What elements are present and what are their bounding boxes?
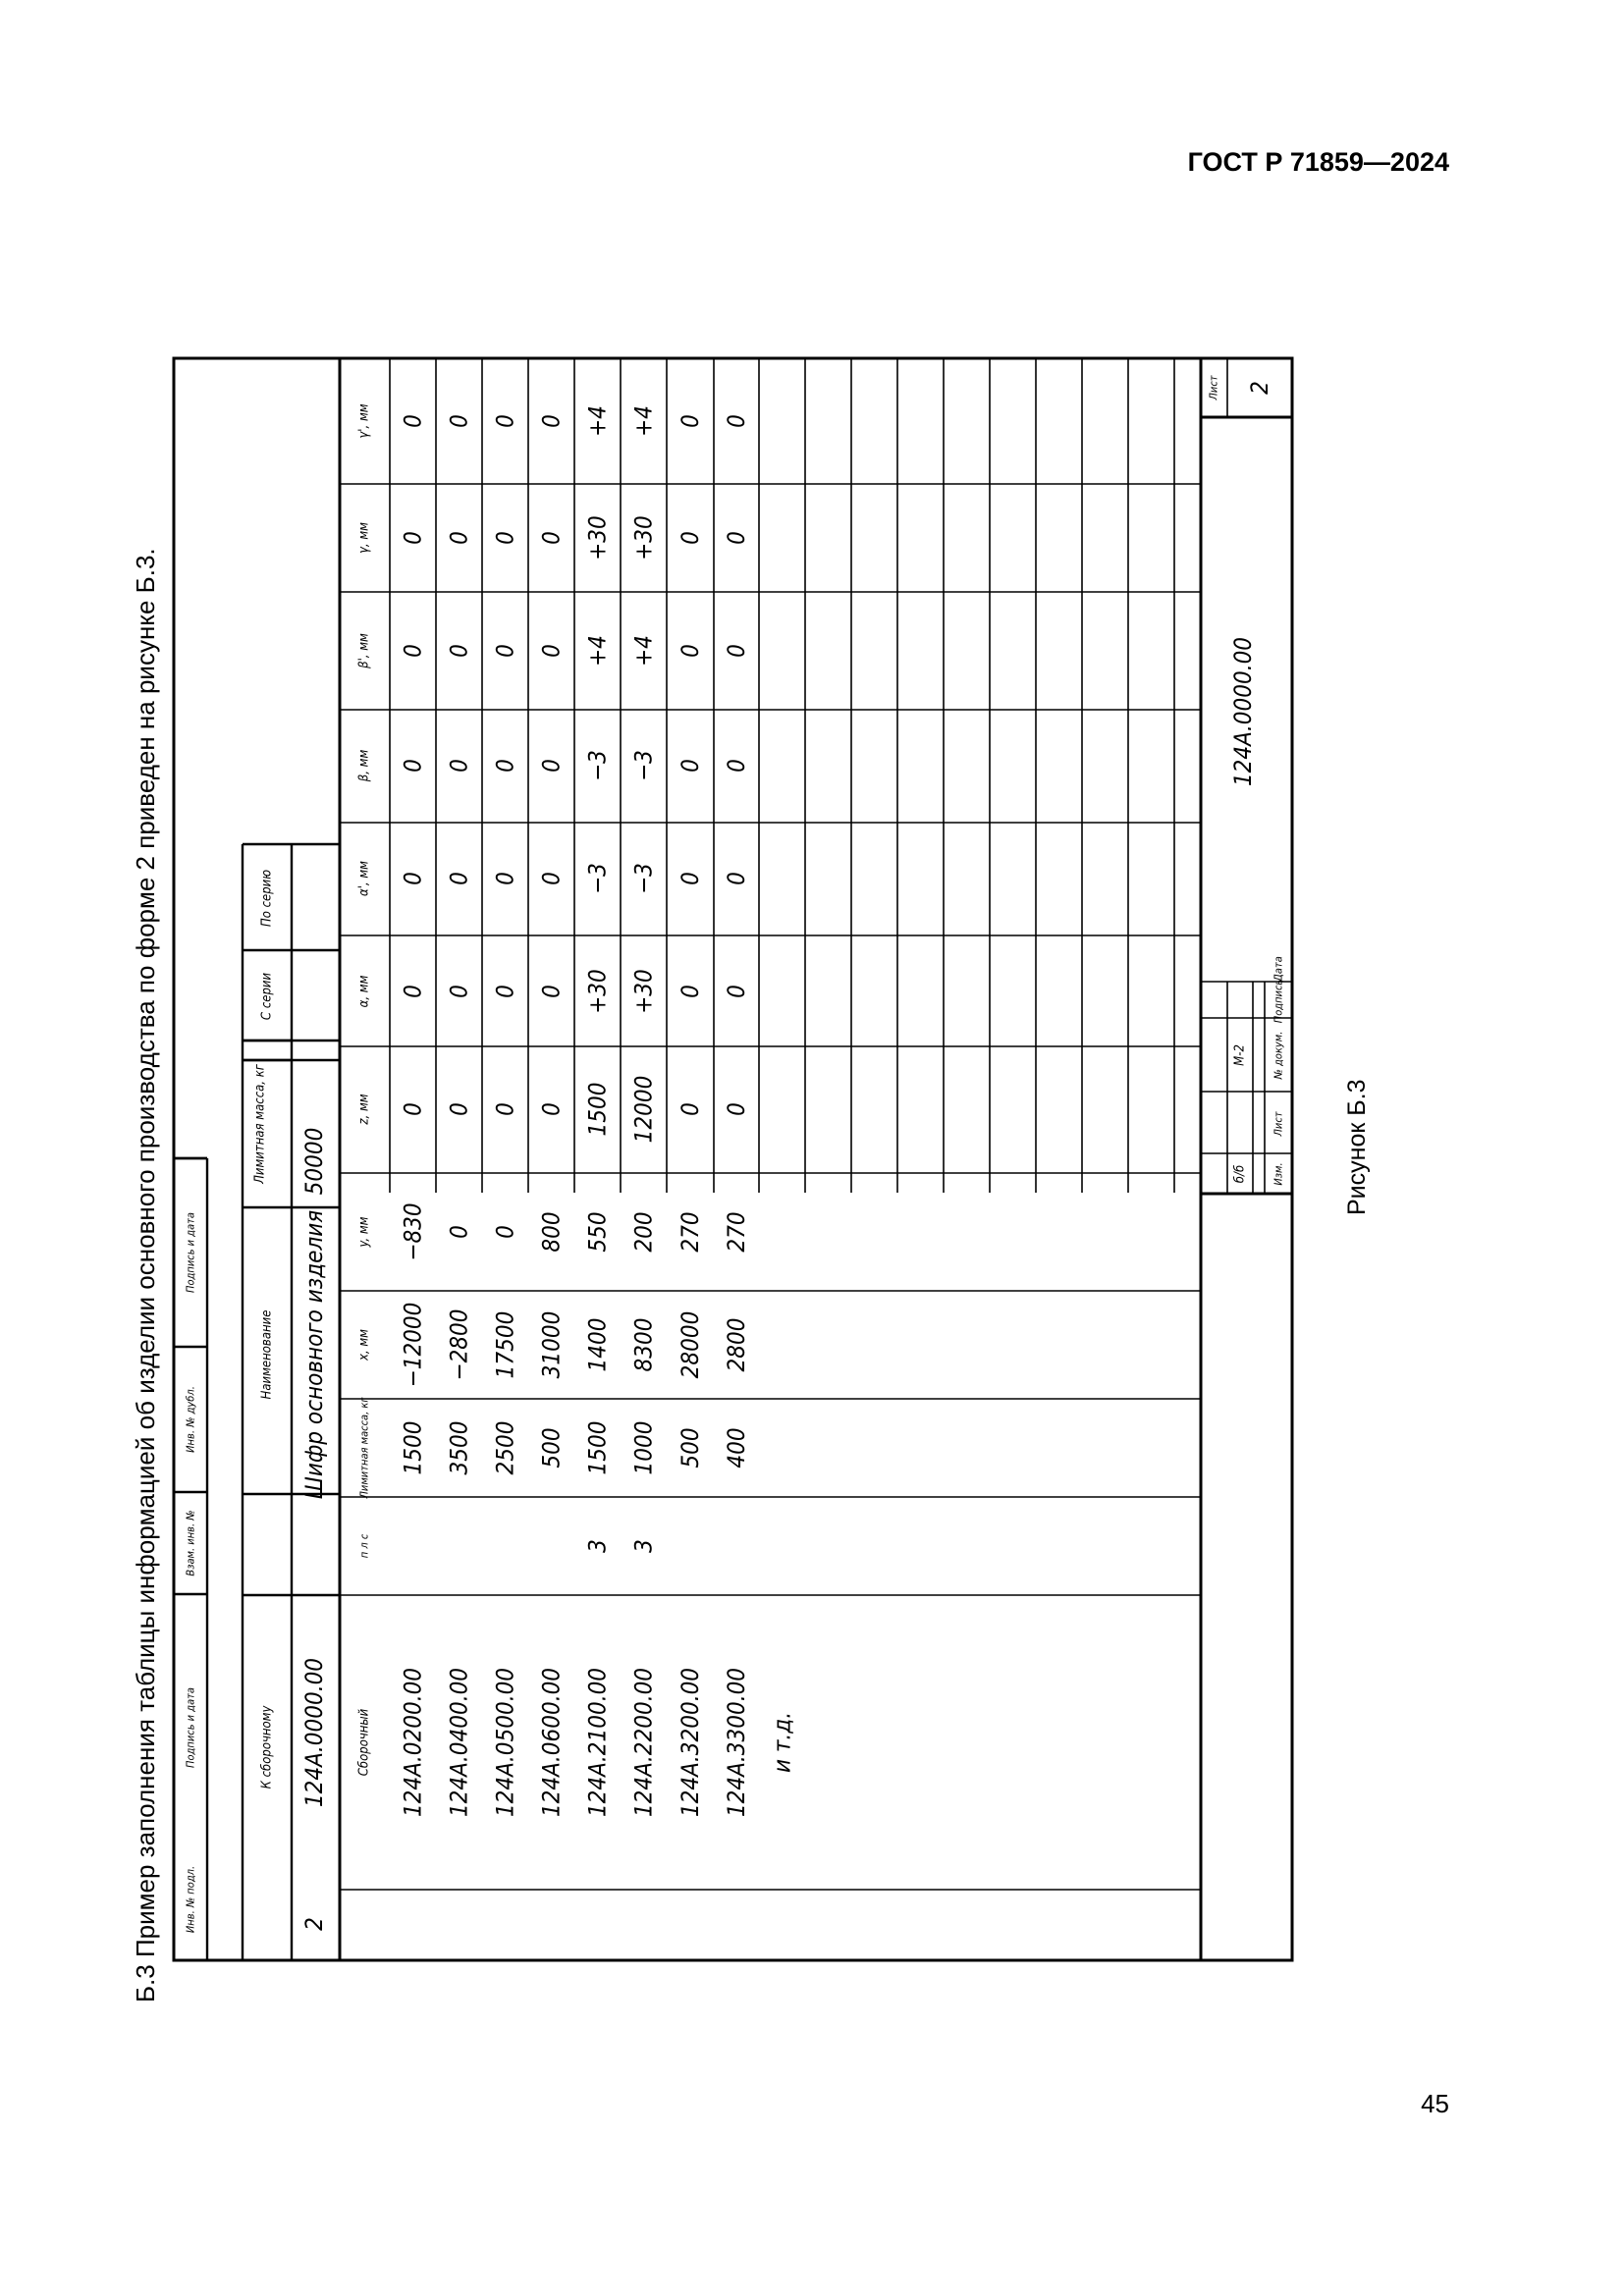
naimenovanie-value: Шифр основного изделия bbox=[300, 1209, 328, 1500]
cell-code: 124А.0200.00 bbox=[399, 1667, 427, 1818]
cell-z: 0 bbox=[677, 1102, 704, 1116]
tb-list-label: Лист bbox=[1207, 375, 1220, 400]
cell-b: 0 bbox=[491, 759, 519, 773]
stamp-inv-orig: Инв. № подл. bbox=[184, 1865, 197, 1934]
cell-z: 12000 bbox=[629, 1075, 658, 1144]
cell-x: 1400 bbox=[583, 1317, 612, 1372]
cell-a1: 0 bbox=[491, 872, 519, 885]
cell-a: 0 bbox=[537, 985, 566, 998]
col-limit-mass: Лимитная масса, кг bbox=[357, 1397, 371, 1499]
col-gamma: γ, мм bbox=[356, 522, 372, 554]
cell-a1: 0 bbox=[723, 872, 750, 885]
page-number: 45 bbox=[1421, 2089, 1449, 2118]
cell-g1: 0 bbox=[399, 414, 427, 428]
cell-g1: +4 bbox=[583, 405, 612, 437]
stamp-sign-date-2: Подпись и дата bbox=[184, 1212, 197, 1293]
cell-mass: 1000 bbox=[629, 1420, 658, 1475]
k-sbor-label: К сборочному bbox=[259, 1705, 275, 1789]
cell-b1: +4 bbox=[583, 635, 612, 667]
cell-g: 0 bbox=[723, 531, 750, 545]
col-beta: β, мм bbox=[356, 749, 372, 782]
col-gamma-prime: γ', мм bbox=[356, 403, 372, 439]
cell-mass: 1500 bbox=[583, 1420, 612, 1475]
s-serii-label: С серии bbox=[259, 972, 275, 1021]
cell-y: −830 bbox=[399, 1202, 427, 1261]
tb-podpis: Подпись bbox=[1272, 979, 1285, 1024]
cell-mass: 500 bbox=[677, 1427, 704, 1468]
po-serii-label: По серию bbox=[259, 869, 275, 928]
col-alpha-prime: α', мм bbox=[356, 861, 372, 896]
col-x: x, мм bbox=[356, 1329, 372, 1361]
cell-y: 200 bbox=[629, 1211, 658, 1253]
cell-g: +30 bbox=[583, 515, 612, 561]
cell-a1: 0 bbox=[677, 872, 704, 885]
cell-code: 124А.0600.00 bbox=[537, 1667, 566, 1818]
cell-x: −2800 bbox=[445, 1308, 473, 1381]
cell-a: +30 bbox=[629, 969, 658, 1014]
stamp-vzam-inv: Взам. инв. № bbox=[184, 1510, 197, 1576]
cell-mass: 2500 bbox=[491, 1420, 519, 1475]
tb-ndokum: № докум. bbox=[1272, 1031, 1285, 1080]
tb-izm: Изм. bbox=[1272, 1162, 1285, 1186]
tb-doc-code: 124А.0000.00 bbox=[1229, 636, 1257, 787]
cell-x: 17500 bbox=[491, 1310, 519, 1379]
cell-g: 0 bbox=[677, 531, 704, 545]
tb-data: Дата bbox=[1272, 956, 1285, 982]
cell-b: 0 bbox=[677, 759, 704, 773]
cell-code: 124А.3200.00 bbox=[677, 1667, 704, 1818]
cell-mass: 3500 bbox=[445, 1420, 473, 1475]
cell-code: 124А.0500.00 bbox=[491, 1667, 519, 1818]
cell-y: 270 bbox=[677, 1211, 704, 1253]
cell-z: 0 bbox=[491, 1102, 519, 1116]
cell-b1: 0 bbox=[537, 644, 566, 658]
cell-a: 0 bbox=[723, 985, 750, 998]
cell-pls: 3 bbox=[629, 1539, 658, 1553]
naimenovanie-label: Наименование bbox=[259, 1309, 275, 1400]
cell-g1: +4 bbox=[629, 405, 658, 437]
cell-b: 0 bbox=[537, 759, 566, 773]
cell-b1: 0 bbox=[677, 644, 704, 658]
document-designation: ГОСТ Р 71859—2024 bbox=[1187, 147, 1449, 177]
cell-b1: 0 bbox=[491, 644, 519, 658]
cell-g1: 0 bbox=[723, 414, 750, 428]
cell-b1: +4 bbox=[629, 635, 658, 667]
cell-x: 31000 bbox=[537, 1310, 566, 1379]
tb-m2: М-2 bbox=[1232, 1044, 1248, 1066]
cell-z: 0 bbox=[723, 1102, 750, 1116]
cell-a: 0 bbox=[677, 985, 704, 998]
cell-g: 0 bbox=[537, 531, 566, 545]
cell-mass: 1500 bbox=[399, 1420, 427, 1475]
tb-list-value: 2 bbox=[1246, 381, 1273, 395]
cell-g: 0 bbox=[445, 531, 473, 545]
cell-a: 0 bbox=[445, 985, 473, 998]
cell-y: 270 bbox=[723, 1211, 750, 1253]
col-sborochny: Сборочный bbox=[356, 1708, 372, 1777]
cell-g: 0 bbox=[399, 531, 427, 545]
cell-g1: 0 bbox=[445, 414, 473, 428]
cell-code: 124А.2100.00 bbox=[583, 1667, 612, 1818]
cell-code: и т.д. bbox=[768, 1711, 796, 1774]
cell-b: 0 bbox=[723, 759, 750, 773]
cell-g: 0 bbox=[491, 531, 519, 545]
cell-y: 800 bbox=[537, 1211, 566, 1253]
cell-x: −12000 bbox=[399, 1302, 427, 1388]
stamp-inv-dubl: Инв. № дубл. bbox=[184, 1386, 197, 1453]
cell-b1: 0 bbox=[399, 644, 427, 658]
cell-x: 28000 bbox=[677, 1310, 704, 1379]
figure-caption: Рисунок Б.3 bbox=[1343, 1079, 1371, 1215]
cell-z: 0 bbox=[399, 1102, 427, 1116]
limit-mass-label: Лимитная масса, кг bbox=[252, 1064, 268, 1184]
cell-a1: 0 bbox=[445, 872, 473, 885]
col-beta-prime: β', мм bbox=[356, 633, 372, 668]
cell-g: +30 bbox=[629, 515, 658, 561]
cell-x: 8300 bbox=[629, 1317, 658, 1372]
cell-z: 0 bbox=[445, 1102, 473, 1116]
cell-b1: 0 bbox=[723, 644, 750, 658]
k-sbor-value: 124А.0000.00 bbox=[300, 1657, 328, 1808]
cell-code: 124А.0400.00 bbox=[445, 1667, 473, 1818]
cell-code: 124А.3300.00 bbox=[723, 1667, 750, 1818]
cell-a1: −3 bbox=[629, 863, 658, 894]
cell-pls: 3 bbox=[583, 1539, 612, 1553]
cell-a1: 0 bbox=[537, 872, 566, 885]
stamp-sign-date-1: Подпись и дата bbox=[184, 1687, 197, 1768]
col-alpha: α, мм bbox=[356, 975, 372, 1008]
col-z: z, мм bbox=[356, 1094, 372, 1125]
col-y: y, мм bbox=[356, 1216, 372, 1248]
cell-b: −3 bbox=[629, 750, 658, 781]
cell-a: 0 bbox=[491, 985, 519, 998]
cell-x: 2800 bbox=[723, 1317, 750, 1372]
cell-g1: 0 bbox=[491, 414, 519, 428]
cell-a: +30 bbox=[583, 969, 612, 1014]
cell-z: 1500 bbox=[583, 1082, 612, 1137]
cell-g1: 0 bbox=[537, 414, 566, 428]
tb-list: Лист bbox=[1272, 1111, 1285, 1137]
cell-b1: 0 bbox=[445, 644, 473, 658]
cell-mass: 500 bbox=[537, 1427, 566, 1468]
tb-b-b: б/б bbox=[1232, 1164, 1248, 1184]
cell-y: 550 bbox=[583, 1211, 612, 1253]
cell-a1: −3 bbox=[583, 863, 612, 894]
cell-g1: 0 bbox=[677, 414, 704, 428]
cell-a1: 0 bbox=[399, 872, 427, 885]
sheet-number: 2 bbox=[300, 1917, 328, 1931]
cell-y: 0 bbox=[445, 1225, 473, 1239]
cell-b: 0 bbox=[399, 759, 427, 773]
section-caption: Б.3 Пример заполнения таблицы информацией об изделии основного производства по форме 2 приведен на рисунке Б.3. bbox=[131, 548, 160, 2002]
limit-mass-value: 50000 bbox=[300, 1127, 328, 1196]
cell-y: 0 bbox=[491, 1225, 519, 1239]
cell-b: −3 bbox=[583, 750, 612, 781]
cell-mass: 400 bbox=[723, 1427, 750, 1468]
cell-z: 0 bbox=[537, 1102, 566, 1116]
col-pls: п л с bbox=[357, 1533, 371, 1559]
cell-a: 0 bbox=[399, 985, 427, 998]
cell-b: 0 bbox=[445, 759, 473, 773]
cell-code: 124А.2200.00 bbox=[629, 1667, 658, 1818]
